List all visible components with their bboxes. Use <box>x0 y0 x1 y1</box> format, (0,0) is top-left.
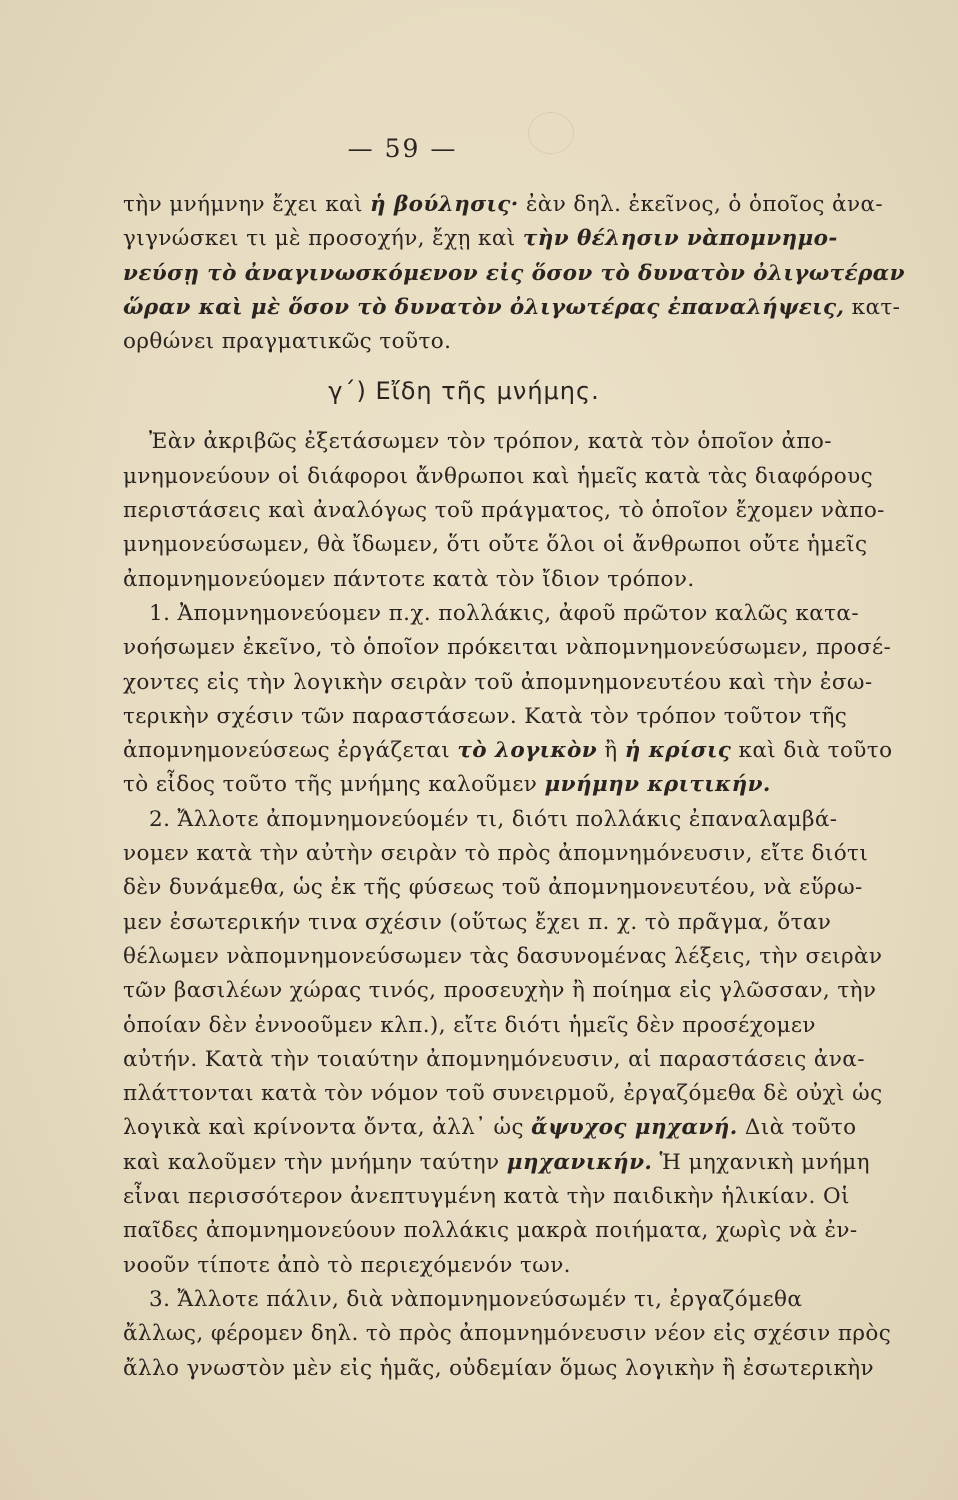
bold-term: τὴν θέλησιν νὰπομνημο- <box>522 226 838 252</box>
body-text <box>123 188 905 1386</box>
text-line: μνημονεύουν οἱ διάφοροι ἄνθρωποι καὶ ἡμεῖς κατὰ τὰς διαφόρους <box>123 463 874 489</box>
bold-term: τὸ λογικὸν <box>457 738 598 764</box>
text-line: 3. Ἄλλοτε πάλιν, διὰ νὰπομνημονεύσωμέν τι, ἐργαζόμεθα <box>149 1286 803 1312</box>
text-line: γιγνώσκει τι μὲ προσοχήν, ἔχῃ καὶ τὴν θέλησιν νὰπομνημο- <box>123 226 838 252</box>
text-line: δὲν δυνάμεθα, ὡς ἐκ τῆς φύσεως τοῦ ἀπομνημονευτέου, νὰ εὕρω- <box>123 875 863 901</box>
page-number: — 59 — <box>347 134 458 163</box>
text-line <box>123 257 905 291</box>
text-line: ἀπομνημονεύσεως ἐργάζεται τὸ λογικὸν ἢ ἡ κρίσις καὶ διὰ τοῦτο <box>123 738 893 764</box>
text-line: ἄλλο γνωστὸν μὲν εἰς ἡμᾶς, οὐδεμίαν ὅμως λογικὴν ἢ ἐσωτερικὴν <box>123 1355 875 1381</box>
bold-term: ὥραν καὶ μὲ ὅσον τὸ δυνατὸν ὀλιγωτέρας ἐπαναλήψεις, <box>123 294 845 320</box>
text-line: τὸ εἶδος τοῦτο τῆς μνήμης καλοῦμεν μνήμην κριτικήν. <box>123 772 771 798</box>
text-line: 1. Ἀπομνημονεύομεν π.χ. πολλάκις, ἀφοῦ πρῶτον καλῶς κατα- <box>149 600 860 626</box>
text-line: ἀπομνημονεύομεν πάντοτε κατὰ τὸν ἴδιον τρόπον. <box>123 566 695 592</box>
text-line: παῖδες ἀπομνημονεύουν πολλάκις μακρὰ ποιήματα, χωρὶς νὰ ἐν- <box>123 1218 858 1244</box>
text-line: τερικὴν σχέσιν τῶν παραστάσεων. Κατὰ τὸν τρόπον τοῦτον τῆς <box>123 703 848 729</box>
text-line: τῶν βασιλέων χώρας τινός, προσευχὴν ἢ ποίημα εἰς γλῶσσαν, τὴν <box>123 978 877 1004</box>
text-line: νοοῦν τίποτε ἀπὸ τὸ περιεχόμενόν των. <box>123 1252 571 1278</box>
text-line: καὶ καλοῦμεν τὴν μνήμην ταύτην μηχανικήν. Ἡ μηχανικὴ μνήμη <box>123 1149 870 1175</box>
text-line: μνημονεύσωμεν, θὰ ἴδωμεν, ὅτι οὔτε ὅλοι οἱ ἄνθρωποι οὔτε ἡμεῖς <box>123 532 868 558</box>
text-line: θέλωμεν νὰπομνημονεύσωμεν τὰς δασυνομένας λέξεις, τὴν σειρὰν <box>123 943 883 969</box>
text-line: ἄλλως, φέρομεν δηλ. τὸ πρὸς ἀπομνημόνευσιν νέον εἰς σχέσιν πρὸς <box>123 1321 892 1347</box>
text-line: Ἐὰν ἀκριβῶς ἐξετάσωμεν τὸν τρόπον, κατὰ τὸν ὁποῖον ἀπο- <box>149 429 832 455</box>
text-line: νομεν κατὰ τὴν αὐτὴν σειρὰν τὸ πρὸς ἀπομνημόνευσιν, εἴτε διότι <box>123 841 869 867</box>
bold-term: ἡ κρίσις <box>624 738 732 764</box>
text-line: 2. Ἄλλοτε ἀπομνημονεύομέν τι, διότι πολλάκις ἐπαναλαμβά- <box>149 806 838 832</box>
bold-term: μηχανικήν. <box>506 1149 653 1175</box>
section-heading: γ΄) Εἴδη τῆς μνήμης. <box>328 377 600 406</box>
text-line: τὴν μνήμνην ἔχει καὶ ἡ βούλησις· ἐὰν δηλ. ἐκεῖνος, ὁ ὁποῖος ἀνα- <box>123 192 884 217</box>
text-line: χοντες εἰς τὴν λογικὴν σειρὰν τοῦ ἀπομνημονευτέου καὶ τὴν ἐσω- <box>123 669 873 695</box>
bold-term: νεύσῃ τὸ ἀναγινωσκόμενον εἰς ὅσον τὸ δυνατὸν ὀλιγωτέραν <box>123 260 905 286</box>
bold-term: μνήμην κριτικήν. <box>544 772 771 798</box>
text-line: πλάττονται κατὰ τὸν νόμον τοῦ συνειρμοῦ, ἐργαζόμεθα δὲ οὐχὶ ὡς <box>123 1081 883 1107</box>
text-line: περιστάσεις καὶ ἀναλόγως τοῦ πράγματος, τὸ ὁποῖον ἔχομεν νὰπο- <box>123 498 885 524</box>
text-line: ὁποίαν δὲν ἐννοοῦμεν κλπ.), εἴτε διότι ἡμεῖς δὲν προσέχομεν <box>123 1012 816 1038</box>
text-line: λογικὰ καὶ κρίνοντα ὄντα, ἀλλ᾿ ὡς ἄψυχος μηχανή. Διὰ τοῦτο <box>123 1115 857 1141</box>
text-line: νοήσωμεν ἐκεῖνο, τὸ ὁποῖον πρόκειται νὰπομνημονεύσωμεν, προσέ- <box>123 635 892 661</box>
text-line: αὐτήν. Κατὰ τὴν τοιαύτην ἀπομνημόνευσιν, αἱ παραστάσεις ἀνα- <box>123 1046 865 1072</box>
text-line: μεν ἐσωτερικήν τινα σχέσιν (οὕτως ἔχει π. χ. τὸ πρᾶγμα, ὅταν <box>123 909 832 935</box>
bold-term: ἡ βούλησις· <box>370 192 519 217</box>
text-line: εἶναι περισσότερον ἀνεπτυγμένη κατὰ τὴν παιδικὴν ἡλικίαν. Οἱ <box>123 1184 850 1210</box>
text-line: ορθώνει πραγματικῶς τοῦτο. <box>123 329 452 355</box>
text-line: ὥραν καὶ μὲ ὅσον τὸ δυνατὸν ὀλιγωτέρας ἐπαναλήψεις, κατ- <box>123 294 901 320</box>
bold-term: ἄψυχος μηχανή. <box>531 1115 738 1141</box>
